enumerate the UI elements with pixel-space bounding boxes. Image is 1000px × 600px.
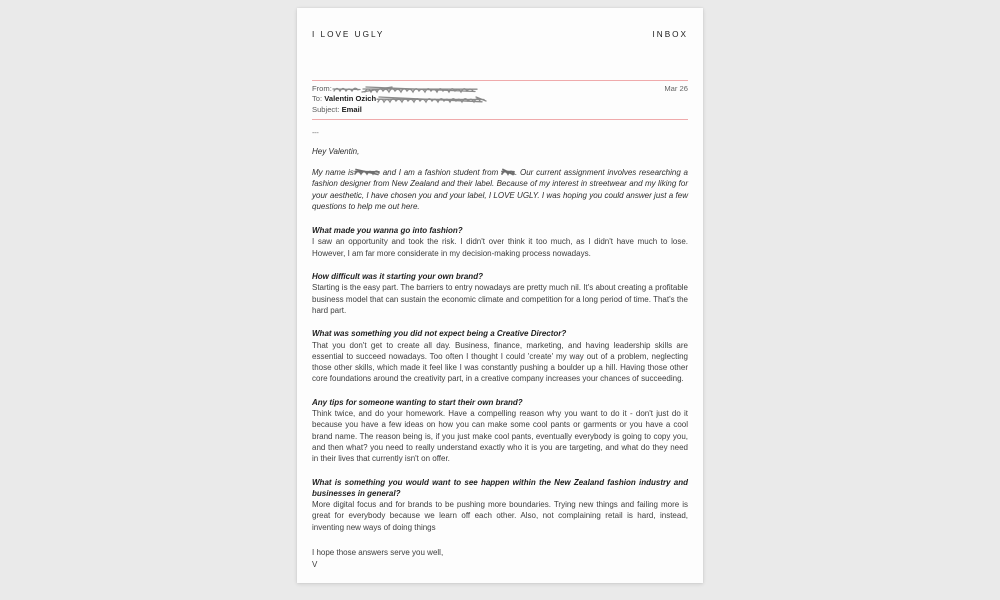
brand-title: I LOVE UGLY — [312, 30, 385, 39]
signoff — [312, 547, 688, 570]
subject-value: Email — [341, 104, 362, 114]
envelope-header — [312, 80, 688, 120]
to-label: To: — [312, 94, 323, 104]
qa-answer: Starting is the easy part. The barriers to entry nowadays are pretty much nil. It's about creating a profitable business model that can sustain the economic climate and competition for a long period of time. That's the hard part. — [312, 283, 688, 315]
intro-text-part2: and I am a fashion student from — [382, 168, 499, 177]
qa-question: How difficult was it starting your own brand? — [312, 272, 483, 282]
to-email-redaction-icon — [376, 95, 488, 104]
subject-label: Subject: — [312, 104, 340, 114]
intro-paragraph — [312, 167, 688, 212]
qa-answer: Think twice, and do your homework. Have a compelling reason why you want to do it - don't just do it because you have a few ideas on how you can make some cool pants or garments or you have a cool brand name. The reason being is, if you just make cool pants, eventually everybody is going to copy you, and then what? you need to really understand exactly who it is you are targeting, and what do they need in their lives that currently isn't on offer. — [312, 409, 688, 464]
qa-item — [312, 271, 688, 316]
qa-question: What is something you would want to see happen within the New Zealand fashion industry and businesses in general? — [312, 477, 688, 498]
subject-row — [312, 105, 688, 115]
from-row — [312, 84, 688, 94]
qa-item — [312, 225, 688, 259]
qa-item — [312, 328, 688, 384]
qa-answer: That you don't get to create all day. Business, finance, marketing, and having leadership skills are essential to succeed nowadays. Too often I thought I could 'create' my way out of a problem, neglecting those other skills, which made it feel like I was constantly pushing a boulder up a hill. Having those other core foundations around the creativity part, in a creative company increases your chances of succeeding. — [312, 340, 688, 384]
qa-answer: I saw an opportunity and took the risk. I didn't over think it too much, as I didn't have much to lose. However, I am far more considerate in my decision-making process nowadays. — [312, 237, 688, 258]
sender-name-redaction-icon — [354, 168, 380, 176]
to-recipient-name: Valentin Ozich — [324, 94, 377, 104]
intro-text-part1: My name is — [312, 168, 354, 177]
signoff-line-2: V — [312, 559, 318, 569]
email-page — [297, 8, 703, 583]
mailbox-label: INBOX — [652, 30, 688, 39]
message-body — [312, 128, 688, 570]
greeting-line: Hey Valentin, — [312, 147, 360, 156]
from-label: From: — [312, 84, 332, 93]
qa-item — [312, 397, 688, 465]
sender-location-redaction-icon — [501, 168, 515, 176]
masthead — [312, 30, 688, 39]
qa-item — [312, 477, 688, 533]
qa-question: What was something you did not expect being a Creative Director? — [312, 329, 567, 339]
qa-question: What made you wanna go into fashion? — [312, 226, 463, 236]
separator-dashes: --- — [312, 128, 319, 137]
signoff-line-1: I hope those answers serve you well, — [312, 548, 444, 558]
qa-question: Any tips for someone wanting to start their own brand? — [312, 397, 523, 407]
to-row — [312, 94, 688, 104]
intro-text-part3: . Our current assignment involves researching a fashion designer from New Zealand and their label. Because of my interest in streetwear and my liking for your aesthetic, I have chosen you and your label, I LOVE UGLY. I was hoping you could answer just a few questions to help me out here. — [312, 168, 688, 211]
from-value-redaction-icon — [332, 85, 482, 94]
message-date: Mar 26 — [664, 84, 688, 93]
qa-answer: More digital focus and for brands to be pushing more boundaries. Trying new things and failing more is great for everybody because we learn off each other. Also, not complaining retail is hard, instead, inventing new ways of doing things — [312, 500, 688, 532]
